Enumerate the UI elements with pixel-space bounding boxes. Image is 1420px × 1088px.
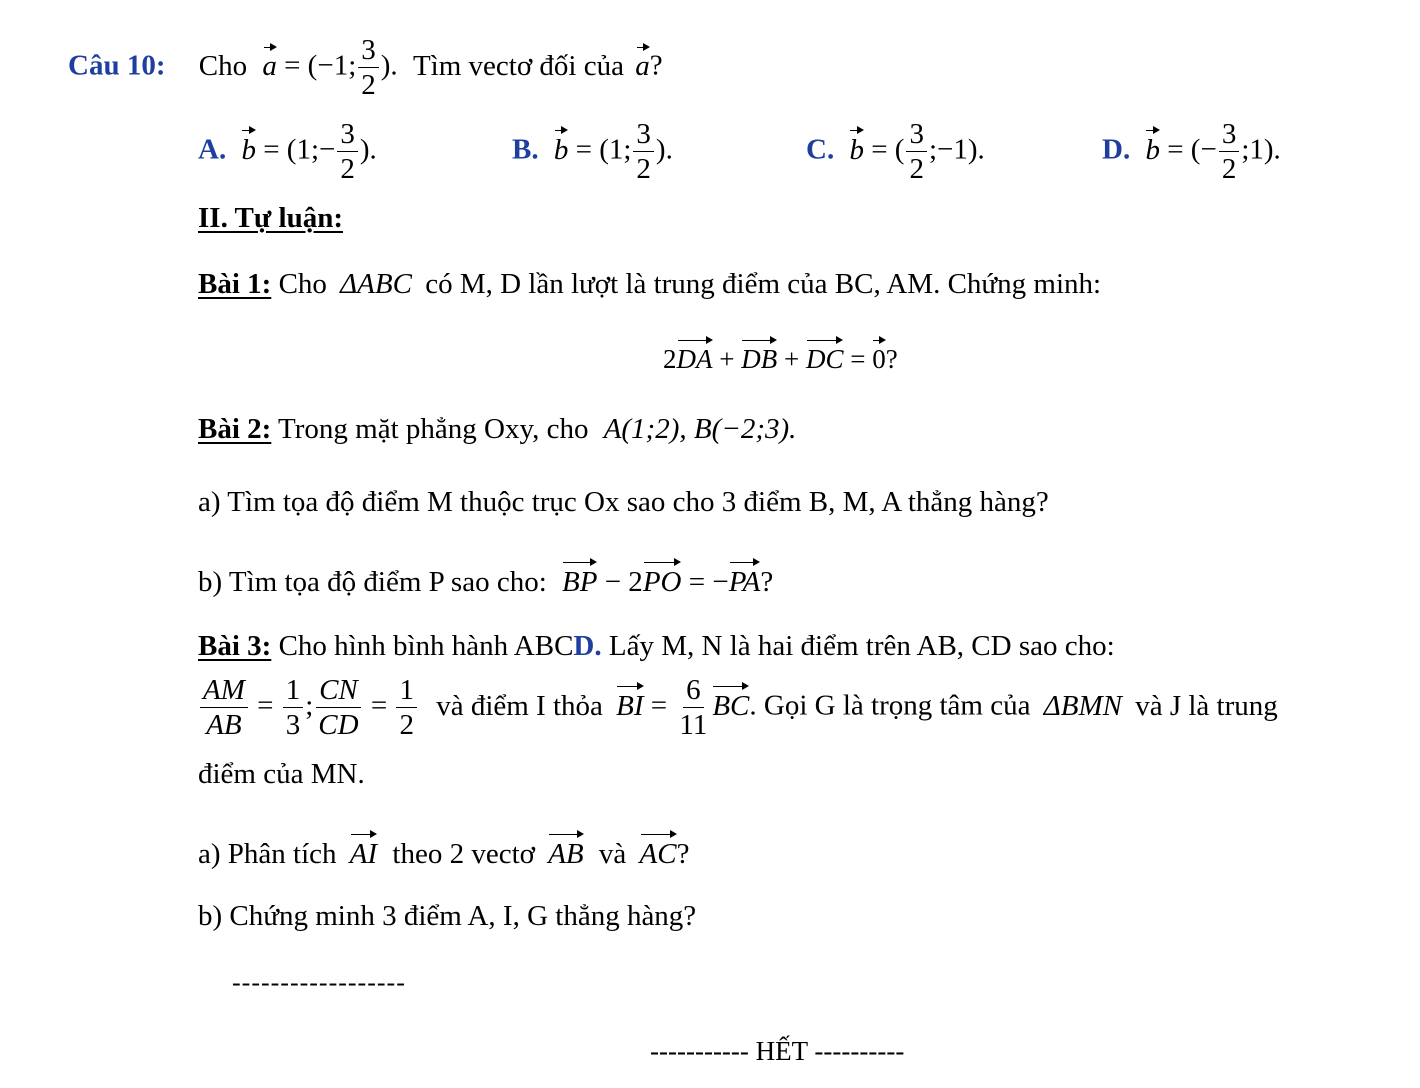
vector-a-value: = (−1; [284,49,357,82]
option-b: B. b = (1; $\frac{3}{2}$ ). [512,118,673,185]
exercise-2a: a) Tìm tọa độ điểm M thuộc trục Ox sao cho 3 điểm B, M, A thẳng hàng? [198,486,1049,518]
option-letter: A. [198,133,227,166]
points: A(1;2), B(−2;3). [603,413,797,445]
option-letter: D. [1102,133,1131,166]
exercise-3-conditions: $\frac{AM}{AB}$ = $\frac{1}{3}$ ; $\frac{CN}{CD}$ = $\frac{1}{2}$ và điểm I thỏa BI = $\frac{6}{11}$ BC. Gọi G là trọng tâm của ΔBMN và J là trung [198,676,1278,740]
triangle-notation: ΔABC [340,268,412,300]
exercise-3a: a) Phân tích AI theo 2 vectơ AB và AC? [198,834,689,869]
question-label: Câu 10: [68,49,166,82]
question-10: Câu 10: Cho a = (−1; $\frac{3}{2}$ ). Tìm vectơ đối của a? [68,34,663,101]
option-d: D. b = (− $\frac{3}{2}$ ;1). [1102,118,1281,185]
question-text: Cho [198,49,248,82]
vector-a-ref: a [635,47,650,81]
end-marker: ----------- HẾT ---------- [650,1036,905,1066]
exercise-label: Bài 3: [198,630,272,662]
section-title: II. Tự luận: [198,202,344,234]
separator-dashes: ------------------ [232,968,406,997]
exercise-2b: b) Tìm tọa độ điểm P sao cho: BP − 2PO = −PA? [198,562,773,597]
option-a: A. b = (1;− $\frac{3}{2}$ ). [198,118,377,185]
option-c: C. b = ( $\frac{3}{2}$ ;−1). [806,118,985,185]
option-letter: C. [806,133,835,166]
vector-a: a [262,47,277,81]
exercise-3b: b) Chứng minh 3 điểm A, I, G thẳng hàng? [198,900,697,932]
option-letter: B. [512,133,539,166]
fraction: $\frac{3}{2}$ [358,36,379,100]
exercise-3-line2: điểm của MN. [198,758,365,790]
exercise-label: Bài 1: [198,268,272,300]
question-prompt: Tìm vectơ đối của [412,49,624,82]
vector-equation: 2DA + DB + DC = 0? [663,340,898,373]
exercise-3: Bài 3: Cho hình bình hành ABCD. Lấy M, N là hai điểm trên AB, CD sao cho: [198,630,1115,662]
exercise-label: Bài 2: [198,413,272,445]
exercise-2: Bài 2: Trong mặt phẳng Oxy, cho A(1;2), B(−2;3). [198,413,797,445]
exercise-1: Bài 1: Cho ΔABC có M, D lần lượt là trung điểm của BC, AM. Chứng minh: [198,268,1102,300]
